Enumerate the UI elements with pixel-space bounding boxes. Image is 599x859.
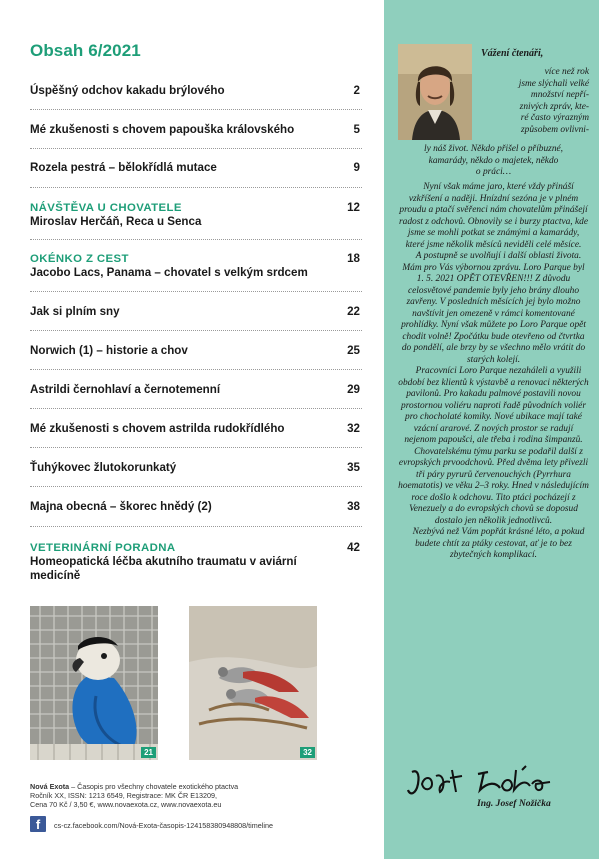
editor-name: Ing. Josef Nožička (477, 798, 551, 809)
toc-section-head: OKÉNKO Z CEST (30, 253, 129, 265)
toc-item[interactable] (30, 541, 362, 583)
editorial-line: o práci… (475, 167, 512, 177)
magazine-name: Nová Exota (30, 782, 70, 791)
publication-info (30, 782, 360, 810)
divider (30, 369, 362, 370)
editorial-paragraph: A postupně se uvolňují i další oblasti života. Mám pro Vás výbornou zprávu. Loro Parque byl 1. 5. 2021 OPĚT OTEVŘEN!!! Z důvodu celosvětové pandemie byly jeho brány dlouho zavřeny. V posledních měsících jej bylo možno navštívit jen omezeně v rámci komentované prohlídky. Nyní však můžete po Loro Parque opět chodit volně! Zpočátku bude otevřeno od čtvrtka do pondělí, ale brzy by se všechno mělo vrátit do starých kolejí. (401, 251, 586, 365)
toc-item-page: 12 (347, 201, 360, 214)
page-badge: 21 (141, 747, 156, 758)
divider (30, 148, 362, 149)
toc-item[interactable] (30, 252, 362, 280)
editorial-intro-tail (398, 144, 589, 179)
divider (30, 330, 362, 331)
editor-photo (398, 44, 472, 140)
toc-item-title: Homeopatická léčba akutního traumatu v aviární medicíně (30, 555, 297, 582)
facebook-icon[interactable]: f (30, 816, 46, 832)
toc-item-title: Ťuhýkovec žlutokorunkatý (30, 461, 177, 474)
editorial-paragraph: Nyní však máme jaro, které vždy přináší vzkříšení a naději. Hnízdní sezóna je v plném proudu a ptačí svěřenci nám chovatelům přinášejí radost z odchovů. Obnovily se i burzy ptactva, kde jsme se mohli potkat se známými a kamarády, které jsme několik měsíců neviděli celé měsíce. (398, 182, 589, 250)
publication-registration: Ročník XX, ISSN: 1213 6549, Registrace: MK ČR E13209, (30, 791, 217, 801)
toc-item-title: Mé zkušenosti s chovem astrilda rudokřídlého (30, 422, 285, 435)
parrot-photo[interactable] (30, 606, 158, 760)
divider (30, 291, 362, 292)
editorial-body (398, 182, 589, 562)
toc-item[interactable] (30, 461, 362, 475)
editorial-paragraph: Nezbývá než Vám popřát krásné léto, a pokud budete chtít za ptáky cestovat, ať je to bez zbytečných komplikací. (412, 527, 585, 560)
toc-item[interactable] (30, 84, 362, 98)
waxbills-photo[interactable] (189, 606, 317, 760)
toc-item-title: Norwich (1) – historie a chov (30, 344, 188, 357)
editorial-paragraph: Pracovníci Loro Parque nezaháleli a využili období bez klientů k výstavbě a renovaci některých pavilonů. Pro kakadu palmové postavili novou prostornou voliéru naproti řadě původních voliér pro chocholaté komiky. Nové ubikace mají také vzácní ararové. Z nových prostor se radují nejenom papoušci, ale třeba i rodina šimpanzů. (398, 366, 589, 445)
toc-item-title: Jak si plním sny (30, 305, 120, 318)
editorial-line: kamarády, někdo o majetek, někdo (428, 155, 559, 166)
divider (30, 408, 362, 409)
editorial-line: více než rok (544, 67, 589, 77)
toc-item-page: 25 (347, 344, 360, 357)
toc-item[interactable] (30, 383, 362, 397)
publication-price: Cena 70 Kč / 3,50 €, www.novaexota.cz, www.novaexota.eu (30, 800, 222, 810)
editorial-line: ly náš život. Někdo přišel o příbuzné, (423, 144, 564, 154)
toc-item-page: 42 (347, 541, 360, 554)
facebook-link[interactable]: cs-cz.facebook.com/Nová-Exota-časopis-124158380948808/timeline (54, 821, 273, 830)
page-title: Obsah 6/2021 (30, 41, 141, 60)
divider (30, 109, 362, 110)
page-badge: 32 (300, 747, 315, 758)
editorial-line: jsme slýchali velké (518, 78, 589, 89)
toc-item-page: 35 (347, 461, 360, 474)
magazine-tagline: – Časopis pro všechny chovatele exotického ptactva (69, 782, 239, 791)
toc-item-page: 32 (347, 422, 360, 435)
divider (30, 526, 362, 527)
editorial-line: množství nepří- (530, 90, 589, 101)
toc-item-title: Úspěšný odchov kakadu brýlového (30, 84, 225, 97)
toc-section-head: NÁVŠTĚVA U CHOVATELE (30, 202, 182, 214)
divider (30, 486, 362, 487)
toc-item-title: Majna obecná – škorec hnědý (2) (30, 500, 212, 513)
editorial-line: ré často výrazným (520, 113, 589, 124)
toc-item-title: Astrildi černohlaví a černotemenní (30, 383, 221, 396)
toc-item-title: Jacobo Lacs, Panama – chovatel s velkým srdcem (30, 266, 308, 279)
toc-item-title: Mé zkušenosti s chovem papouška královského (30, 123, 295, 136)
toc-item[interactable] (30, 161, 362, 175)
toc-item-page: 2 (353, 84, 360, 97)
divider (30, 187, 362, 188)
toc-item-title: Rozela pestrá – bělokřídlá mutace (30, 161, 217, 174)
divider (30, 239, 362, 240)
toc-item-page: 38 (347, 500, 360, 513)
editorial-line: znivých zpráv, kte- (519, 101, 589, 112)
parrot-illustration (30, 606, 158, 760)
signature-image (404, 762, 554, 800)
toc-item-page: 29 (347, 383, 360, 396)
editorial-intro-wrap (477, 67, 589, 137)
toc-item[interactable] (30, 344, 362, 358)
editor-portrait (398, 44, 472, 140)
toc-item[interactable] (30, 305, 362, 319)
toc-item-page: 9 (353, 161, 360, 174)
editorial-salutation: Vážení čtenáři, (481, 48, 544, 59)
toc-item[interactable] (30, 123, 362, 137)
waxbills-illustration (189, 606, 317, 760)
toc-section-head: VETERINÁRNÍ PORADNA (30, 542, 176, 554)
toc-item-page: 22 (347, 305, 360, 318)
toc-item-page: 5 (353, 123, 360, 136)
divider (30, 447, 362, 448)
editorial-paragraph: Chovatelskému týmu parku se podařil další z evropských prvoodchovů. Před dvěma lety přivezli tři páry pyrurů červenouchých (Pyrrhura hoematotis) ve věku 2–3 roky. Hned v následujícím roce došlo k odchovu. Tito ptáci pocházejí z Venezuely a do evropských chovů se doposud dostalo jen několik jednotlivců. (398, 446, 589, 526)
toc-item-title: Miroslav Herčáň, Reca u Senca (30, 215, 202, 228)
toc-item[interactable] (30, 201, 362, 229)
editorial-line: způsobem ovlivni- (521, 124, 589, 135)
toc-item-page: 18 (347, 252, 360, 265)
toc-item[interactable] (30, 500, 362, 514)
toc-item[interactable] (30, 422, 362, 436)
